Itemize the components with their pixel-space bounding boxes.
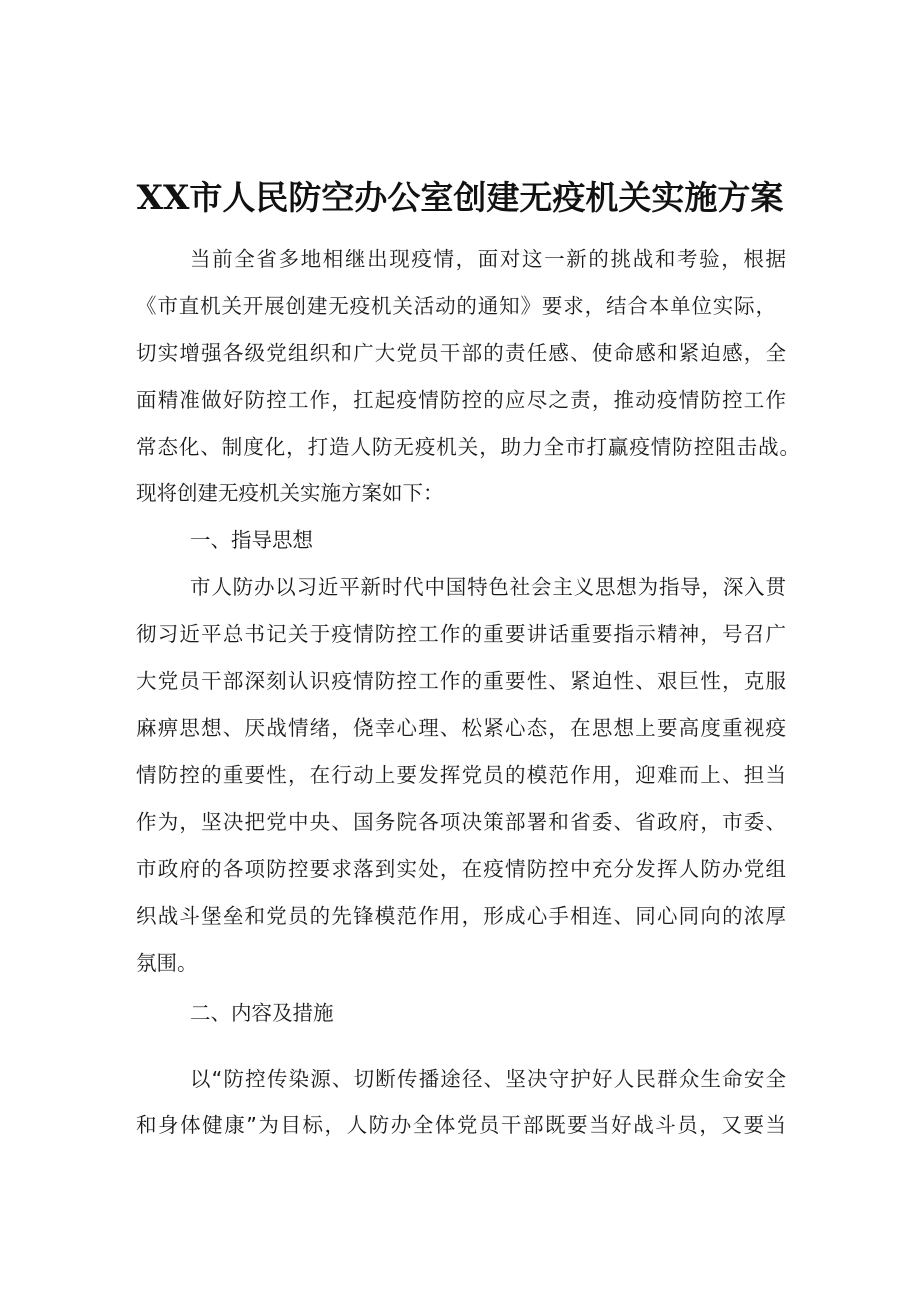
title-text: 市人民防空办公室创建无疫机关实施方案 <box>189 178 784 217</box>
paragraph-line: 市人防办以习近平新时代中国特色社会主义思想为指导，深入贯 <box>190 575 786 599</box>
paragraph-line: 现将创建无疫机关实施方案如下： <box>136 481 444 505</box>
paragraph-line: 以“防控传染源、切断传播途径、坚决守护好人民群众生命安全 <box>190 1067 786 1091</box>
paragraph-line: 织战斗堡垒和党员的先锋模范作用，形成心手相连、同心同向的浓厚 <box>136 904 786 928</box>
section-heading: 一、指导思想 <box>190 528 313 552</box>
paragraph-line: 氛围。 <box>136 951 198 975</box>
paragraph-line: 大党员干部深刻认识疫情防控工作的重要性、紧迫性、艰巨性，克服 <box>136 669 786 693</box>
paragraph-line: 市政府的各项防控要求落到实处，在疫情防控中充分发挥人防办党组 <box>136 857 786 881</box>
paragraph-line: 面精准做好防控工作，扛起疫情防控的应尽之责，推动疫情防控工作 <box>136 388 786 412</box>
paragraph-line: 情防控的重要性，在行动上要发挥党员的模范作用，迎难而上、担当 <box>136 763 786 787</box>
section-heading: 二、内容及措施 <box>190 1001 334 1025</box>
paragraph-line: 彻习近平总书记关于疫情防控工作的重要讲话重要指示精神，号召广 <box>136 622 786 646</box>
document-title <box>0 172 920 219</box>
paragraph-line: 《市直机关开展创建无疫机关活动的通知》要求，结合本单位实际， <box>136 294 776 318</box>
paragraph-line: 常态化、制度化，打造人防无疫机关，助力全市打赢疫情防控阻击战。 <box>136 435 800 459</box>
paragraph-line: 麻痹思想、厌战情绪，侥幸心理、松紧心态，在思想上要高度重视疫 <box>136 716 786 740</box>
title-prefix: XX <box>136 178 190 218</box>
paragraph-line: 作为，坚决把党中央、国务院各项决策部署和省委、省政府，市委、 <box>136 810 786 834</box>
paragraph-line: 当前全省多地相继出现疫情，面对这一新的挑战和考验，根据 <box>190 247 786 271</box>
paragraph-line: 和身体健康”为目标，人防办全体党员干部既要当好战斗员，又要当 <box>136 1113 786 1137</box>
paragraph-line: 切实增强各级党组织和广大党员干部的责任感、使命感和紧迫感，全 <box>136 341 786 365</box>
